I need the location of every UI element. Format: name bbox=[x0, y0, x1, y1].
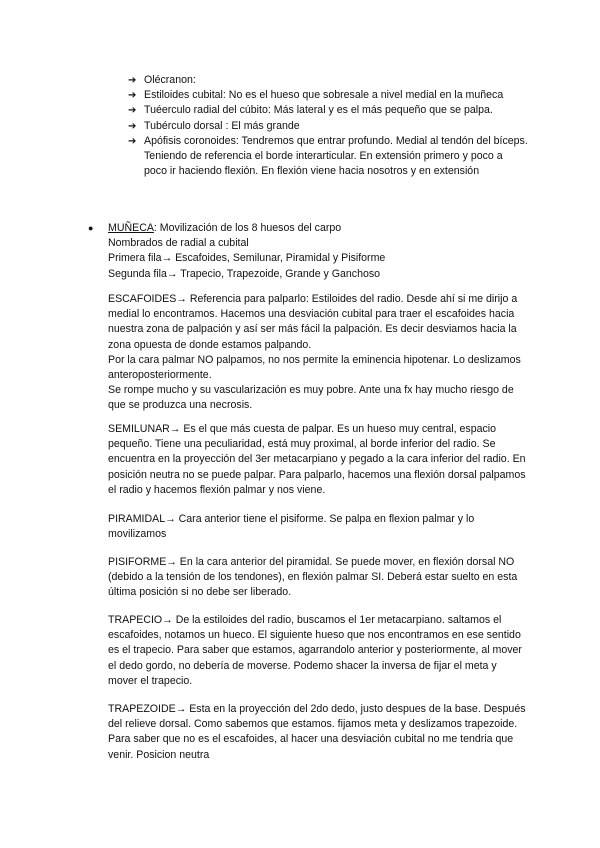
arrow-icon: ➔ bbox=[128, 75, 137, 86]
arrow-icon: ➔ bbox=[128, 105, 137, 117]
muneca-line: Nombrados de radial a cubital bbox=[108, 237, 249, 250]
semilunar-section bbox=[108, 422, 528, 498]
escafoides-paragraph: ESCAFOIDES→ Referencia para palparlo: Estiloides del radio. Desde ahí si me dirijo a medial lo encontramos. Hacemos una desviación cubital para traer el escafoides hacia nuestra zona de palpación y así ser más fácil la palpación. Es decir desviamos hacia la zona opuesta de donde estamos palpando. bbox=[108, 293, 518, 351]
bone-landmark-list bbox=[128, 73, 528, 179]
muneca-line: Segunda fila→ Trapecio, Trapezoide, Grande y Ganchoso bbox=[108, 267, 381, 280]
pisiforme-paragraph: PISIFORME→ En la cara anterior del piramidal. Se puede mover, en flexión dorsal NO (debido a la tensión de los tendones), en flexión palmar SI. Deberá estar suelto en esta última posición si no debe ser liberado. bbox=[108, 556, 518, 599]
escafoides-paragraph: Por la cara palmar NO palpamos, no nos permite la eminencia hipotenar. Lo deslizamos anteroposteriormente. bbox=[108, 353, 521, 382]
escafoides-paragraph: Se rompe mucho y su vascularización es muy pobre. Ante una fx hay mucho riesgo de que se produzca una necrosis. bbox=[108, 384, 514, 412]
escafoides-section bbox=[108, 292, 528, 414]
list-item bbox=[128, 103, 528, 118]
list-item bbox=[128, 88, 528, 103]
bullet-icon: ● bbox=[88, 223, 94, 233]
list-item bbox=[128, 73, 528, 88]
muneca-line: Primera fila→ Escafoides, Semilunar, Piramidal y Pisiforme bbox=[108, 252, 386, 265]
list-item-text: Tuéerculo radial del cúbito: Más lateral y es el más pequeño que se palpa. bbox=[144, 104, 493, 117]
list-item bbox=[128, 134, 528, 180]
list-item-text: Olécranon: bbox=[144, 74, 196, 86]
muneca-title: MUÑECA bbox=[108, 222, 154, 234]
arrow-icon: ➔ bbox=[128, 120, 137, 132]
semilunar-paragraph: SEMILUNAR→ Es el que más cuesta de palpar. Es un hueso muy central, espacio pequeño. Tiene una peculiaridad, está muy proximal, al borde inferior del radio. Se encuentra en la proyección del 3er metacarpiano y pegado a la cara inferior del radio. En posición neutra no se puede palpar. Para palparlo, hacemos una flexión dorsal palpamos el radio y hacemos flexión palmar y nos viene. bbox=[108, 423, 526, 496]
list-item-text: Apófisis coronoides: Tendremos que entrar profundo. Medial al tendón del bíceps. Teniendo de referencia el borde interarticular. En extensión primero y poco a poco ir haciendo flexión. En flexión viene hacia nosotros y en extensión bbox=[144, 134, 528, 178]
trapecio-section bbox=[108, 613, 528, 689]
trapezoide-paragraph: TRAPEZOIDE→ Esta en la proyección del 2do dedo, justo despues de la base. Después del relieve dorsal. Como sabemos que estamos. fijamos meta y deslizamos trapezoide. Para saber que no es el escafoides, al hacer una desviación cubital no me tendria que venir. Posicion neutra bbox=[108, 703, 526, 761]
muneca-title-rest: : Movilización de los 8 huesos del carpo bbox=[153, 222, 342, 234]
list-item-text: Estiloides cubital: No es el hueso que sobresale a nivel medial en la muñeca bbox=[144, 89, 504, 102]
muneca-heading bbox=[108, 221, 528, 236]
pisiforme-section bbox=[108, 555, 528, 601]
piramidal-paragraph: PIRAMIDAL→ Cara anterior tiene el pisiforme. Se palpa en flexion palmar y lo movilizamos bbox=[108, 513, 475, 541]
piramidal-section bbox=[108, 512, 528, 542]
trapecio-paragraph: TRAPECIO→ De la estiloides del radio, buscamos el 1er metacarpiano. saltamos el escafoides, notamos un hueco. El siguiente hueso que nos encontramos en ese sentido es el trapecio. Para saber que estamos, agarrandolo anterior y posteriormente, al mover el dedo gordo, no debería de moverse. Podemo shacer la inversa de fijar el meta y mover el trapecio. bbox=[108, 614, 522, 687]
arrow-icon: ➔ bbox=[128, 135, 137, 147]
arrow-icon: ➔ bbox=[128, 90, 137, 102]
list-item-text: Tubérculo dorsal : El más grande bbox=[144, 119, 300, 132]
list-item bbox=[128, 119, 528, 134]
muneca-section bbox=[88, 221, 528, 282]
trapezoide-section bbox=[108, 702, 528, 763]
